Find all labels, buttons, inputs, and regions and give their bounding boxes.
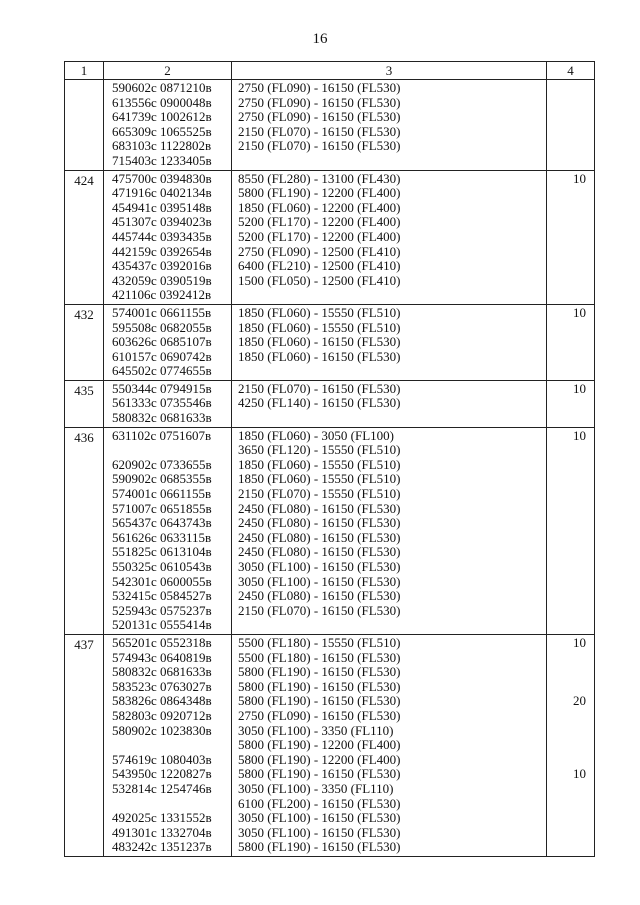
table-row	[65, 304, 595, 380]
column-header-1: 1	[65, 62, 104, 80]
waypoint-coordinates: 520131с 0555414в	[112, 618, 212, 633]
note-value	[547, 797, 594, 812]
waypoint-coordinates: 580832с 0681633в	[112, 411, 212, 426]
waypoint-coordinates: 715403с 1233405в	[112, 153, 212, 168]
altitude-range: 6400 (FL210) - 12500 (FL410)	[238, 259, 401, 274]
altitude-range: 5800 (FL190) - 12200 (FL400)	[238, 752, 401, 767]
note-value: 10	[573, 381, 586, 396]
route-number-cell	[65, 304, 104, 380]
note-value	[547, 443, 594, 458]
altitude-range: 1850 (FL060) - 15550 (FL510)	[238, 305, 401, 320]
waypoint-coordinates: 532814с 1254746в	[112, 781, 212, 796]
note-value	[547, 110, 594, 125]
note-cell	[547, 304, 595, 380]
waypoint-coordinates: 641739с 1002612в	[112, 110, 212, 125]
altitude-range: 5200 (FL170) - 12200 (FL400)	[238, 215, 401, 230]
altitude-range: 4250 (FL140) - 16150 (FL530)	[238, 396, 401, 411]
altitude-range: 1850 (FL060) - 12200 (FL400)	[238, 200, 401, 215]
route-number-cell	[65, 634, 104, 856]
altitude-range: 2750 (FL090) - 12500 (FL410)	[238, 244, 401, 259]
route-number: 432	[74, 306, 94, 322]
note-value	[547, 709, 594, 724]
waypoint-coordinates	[104, 797, 231, 812]
note-value	[547, 811, 594, 826]
route-number-cell	[65, 427, 104, 634]
altitude-range: 1850 (FL060) - 3050 (FL100)	[238, 428, 394, 443]
altitude-range	[232, 288, 546, 303]
waypoint-coordinates: 580902с 1023830в	[112, 723, 212, 738]
waypoint-coordinates: 574001с 0661155в	[112, 305, 212, 320]
altitude-range: 5800 (FL190) - 16150 (FL530)	[238, 767, 401, 782]
altitude-range: 5500 (FL180) - 16150 (FL530)	[238, 650, 401, 665]
points-cell	[104, 634, 232, 856]
altitude-range: 2750 (FL090) - 16150 (FL530)	[238, 110, 401, 125]
route-number-cell	[65, 380, 104, 427]
altitude-range	[232, 618, 546, 633]
column-header-3: 3	[232, 62, 547, 80]
altitude-range: 3650 (FL120) - 15550 (FL510)	[238, 443, 401, 458]
altitude-range: 2150 (FL070) - 16150 (FL530)	[238, 603, 401, 618]
altitude-range: 2450 (FL080) - 16150 (FL530)	[238, 589, 401, 604]
altitude-range: 1850 (FL060) - 15550 (FL510)	[238, 472, 401, 487]
note-value	[547, 96, 594, 111]
note-value	[547, 245, 594, 260]
waypoint-coordinates: 550325с 0610543в	[112, 560, 212, 574]
waypoint-coordinates: 561333с 0735546в	[112, 396, 212, 411]
note-value	[547, 350, 594, 365]
waypoint-coordinates: 590602с 0871210в	[112, 81, 212, 95]
altitude-range	[232, 154, 546, 169]
waypoint-coordinates: 590902с 0685355в	[112, 472, 212, 487]
waypoint-coordinates	[104, 443, 231, 458]
note-value	[547, 259, 594, 274]
note-value: 10	[573, 428, 586, 443]
table-row	[65, 380, 595, 427]
note-value	[547, 618, 594, 633]
altitude-range: 6100 (FL200) - 16150 (FL530)	[238, 796, 401, 811]
note-value: 10	[573, 305, 586, 320]
waypoint-coordinates: 525943с 0575237в	[112, 603, 212, 618]
altitude-range: 3050 (FL100) - 16150 (FL530)	[238, 825, 401, 840]
altitude-range: 3050 (FL100) - 3350 (FL110)	[238, 723, 394, 738]
altitudes-cell	[232, 427, 547, 634]
note-cell	[547, 634, 595, 856]
points-cell	[104, 304, 232, 380]
data-table	[64, 61, 595, 857]
waypoint-coordinates: 561626с 0633115в	[112, 530, 212, 545]
route-number: 424	[74, 172, 94, 188]
waypoint-coordinates: 631102с 0751607в	[112, 428, 212, 443]
altitude-range: 1850 (FL060) - 15550 (FL510)	[238, 457, 401, 472]
note-value	[547, 201, 594, 216]
waypoint-coordinates	[104, 738, 231, 753]
table-row	[65, 80, 595, 171]
altitudes-cell	[232, 80, 547, 171]
route-number: 437	[74, 636, 94, 652]
note-value	[547, 826, 594, 841]
waypoint-coordinates: 542301с 0600055в	[112, 574, 212, 589]
note-value	[547, 680, 594, 695]
column-header-2: 2	[104, 62, 232, 80]
altitude-range: 8550 (FL280) - 13100 (FL430)	[238, 171, 401, 186]
altitude-range: 1850 (FL060) - 16150 (FL530)	[238, 349, 401, 364]
route-number: 436	[74, 429, 94, 445]
waypoint-coordinates: 603626с 0685107в	[112, 335, 212, 350]
note-value	[547, 81, 594, 96]
altitudes-cell	[232, 634, 547, 856]
note-value	[547, 604, 594, 619]
altitude-range: 5800 (FL190) - 12200 (FL400)	[238, 186, 401, 201]
note-value	[547, 589, 594, 604]
table-row	[65, 170, 595, 304]
waypoint-coordinates: 613556с 0900048в	[112, 95, 212, 110]
note-value	[547, 545, 594, 560]
column-header-4: 4	[547, 62, 595, 80]
altitude-range: 5800 (FL190) - 16150 (FL530)	[238, 679, 401, 694]
note-value	[547, 274, 594, 289]
waypoint-coordinates: 571007с 0651855в	[112, 501, 212, 516]
route-number	[65, 81, 103, 98]
note-cell	[547, 80, 595, 171]
waypoint-coordinates: 551825с 0613104в	[112, 545, 212, 560]
waypoint-coordinates: 471916с 0402134в	[112, 186, 212, 201]
note-value	[547, 215, 594, 230]
route-number-cell	[65, 170, 104, 304]
altitudes-cell	[232, 380, 547, 427]
note-value	[547, 516, 594, 531]
route-number-cell	[65, 80, 104, 171]
points-cell	[104, 80, 232, 171]
altitude-range: 2450 (FL080) - 16150 (FL530)	[238, 530, 401, 545]
note-value	[547, 396, 594, 411]
altitude-range: 1500 (FL050) - 12500 (FL410)	[238, 273, 401, 288]
note-value	[547, 502, 594, 517]
altitude-range: 5200 (FL170) - 12200 (FL400)	[238, 229, 401, 244]
altitude-range: 2450 (FL080) - 16150 (FL530)	[238, 545, 401, 560]
note-value	[547, 125, 594, 140]
waypoint-coordinates: 665309с 1065525в	[112, 124, 212, 139]
table-row	[65, 427, 595, 634]
note-value	[547, 230, 594, 245]
note-value: 10	[573, 635, 586, 650]
waypoint-coordinates: 582803с 0920712в	[112, 708, 212, 723]
altitude-range: 5800 (FL190) - 16150 (FL530)	[238, 694, 401, 709]
altitude-range: 5500 (FL180) - 15550 (FL510)	[238, 635, 401, 650]
waypoint-coordinates: 445744с 0393435в	[112, 229, 212, 244]
waypoint-coordinates: 610157с 0690742в	[112, 349, 212, 364]
note-value: 20	[573, 694, 586, 709]
points-cell	[104, 170, 232, 304]
note-value	[547, 575, 594, 590]
altitude-range: 3050 (FL100) - 3350 (FL110)	[238, 781, 394, 796]
altitude-range	[232, 364, 546, 379]
waypoint-coordinates: 574001с 0661155в	[112, 487, 212, 502]
altitude-range: 3050 (FL100) - 16150 (FL530)	[238, 560, 401, 574]
waypoint-coordinates: 683103с 1122802в	[112, 139, 212, 154]
note-value	[547, 321, 594, 336]
note-value	[547, 724, 594, 739]
note-value	[547, 186, 594, 201]
note-cell	[547, 170, 595, 304]
note-value	[547, 411, 594, 426]
note-value	[547, 288, 594, 303]
waypoint-coordinates: 454941с 0395148в	[112, 200, 212, 215]
waypoint-coordinates: 645502с 0774655в	[112, 364, 212, 379]
altitude-range: 2750 (FL090) - 16150 (FL530)	[238, 95, 401, 110]
altitudes-cell	[232, 170, 547, 304]
note-value	[547, 335, 594, 350]
note-value	[547, 651, 594, 666]
waypoint-coordinates: 475700с 0394830в	[112, 171, 212, 186]
waypoint-coordinates: 550344с 0794915в	[112, 381, 212, 396]
note-value	[547, 782, 594, 797]
altitude-range: 2150 (FL070) - 16150 (FL530)	[238, 124, 401, 139]
waypoint-coordinates: 492025с 1331552в	[112, 811, 212, 826]
altitude-range: 3050 (FL100) - 16150 (FL530)	[238, 574, 401, 589]
altitude-range	[232, 411, 546, 426]
note-value	[547, 753, 594, 768]
waypoint-coordinates: 435437с 0392016в	[112, 259, 212, 274]
route-number: 435	[74, 382, 94, 398]
note-value	[547, 738, 594, 753]
altitude-range: 5800 (FL190) - 16150 (FL530)	[238, 665, 401, 680]
waypoint-coordinates: 565437с 0643743в	[112, 516, 212, 531]
altitude-range: 2150 (FL070) - 15550 (FL510)	[238, 487, 401, 502]
waypoint-coordinates: 442159с 0392654в	[112, 244, 212, 259]
note-value	[547, 665, 594, 680]
table-header-row	[65, 62, 595, 80]
table-row	[65, 634, 595, 856]
waypoint-coordinates: 491301с 1332704в	[112, 825, 212, 840]
note-value	[547, 840, 594, 855]
note-value	[547, 154, 594, 169]
note-cell	[547, 380, 595, 427]
waypoint-coordinates: 543950с 1220827в	[112, 767, 212, 782]
altitude-range: 1850 (FL060) - 15550 (FL510)	[238, 320, 401, 335]
waypoint-coordinates: 421106с 0392412в	[112, 288, 212, 303]
note-value: 10	[573, 767, 586, 782]
altitude-range: 1850 (FL060) - 16150 (FL530)	[238, 335, 401, 350]
waypoint-coordinates: 583523с 0763027в	[112, 679, 212, 694]
note-value	[547, 531, 594, 546]
waypoint-coordinates: 574619с 1080403в	[112, 752, 212, 767]
waypoint-coordinates: 583826с 0864348в	[112, 694, 212, 709]
waypoint-coordinates: 595508с 0682055в	[112, 320, 212, 335]
altitude-range: 5800 (FL190) - 12200 (FL400)	[238, 738, 401, 753]
altitude-range: 2750 (FL090) - 16150 (FL530)	[238, 81, 401, 95]
altitude-range: 2150 (FL070) - 16150 (FL530)	[238, 139, 401, 154]
waypoint-coordinates: 565201с 0552318в	[112, 635, 212, 650]
altitudes-cell	[232, 304, 547, 380]
note-cell	[547, 427, 595, 634]
altitude-range: 2450 (FL080) - 16150 (FL530)	[238, 501, 401, 516]
waypoint-coordinates: 532415с 0584527в	[112, 589, 212, 604]
table-body	[65, 80, 595, 857]
altitude-range: 2150 (FL070) - 16150 (FL530)	[238, 381, 401, 396]
waypoint-coordinates: 451307с 0394023в	[112, 215, 212, 230]
waypoint-coordinates: 620902с 0733655в	[112, 457, 212, 472]
waypoint-coordinates: 580832с 0681633в	[112, 665, 212, 680]
altitude-range: 2750 (FL090) - 16150 (FL530)	[238, 708, 401, 723]
altitude-range: 2450 (FL080) - 16150 (FL530)	[238, 516, 401, 531]
page-number: 16	[312, 31, 328, 47]
altitude-range: 3050 (FL100) - 16150 (FL530)	[238, 811, 401, 826]
note-value	[547, 560, 594, 575]
note-value	[547, 458, 594, 473]
waypoint-coordinates: 483242с 1351237в	[112, 840, 212, 855]
waypoint-coordinates: 432059с 0390519в	[112, 273, 212, 288]
note-value	[547, 364, 594, 379]
points-cell	[104, 380, 232, 427]
waypoint-coordinates: 574943с 0640819в	[112, 650, 212, 665]
altitude-range: 5800 (FL190) - 16150 (FL530)	[238, 840, 401, 855]
note-value	[547, 487, 594, 502]
note-value: 10	[573, 171, 586, 186]
points-cell	[104, 427, 232, 634]
note-value	[547, 139, 594, 154]
note-value	[547, 472, 594, 487]
